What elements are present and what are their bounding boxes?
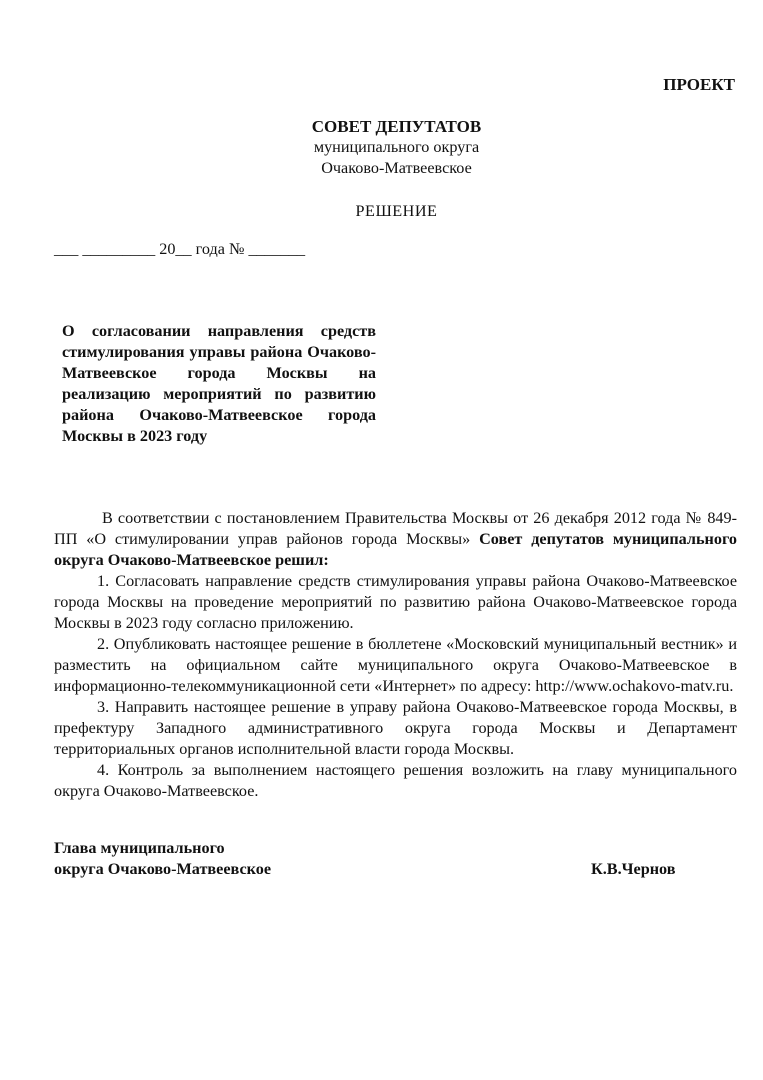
body-item-3: 3. Направить настоящее решение в управу района Очаково-Матвеевское города Москвы, в префектуру Западного административного округа города Москвы и Департамент территориальных органов исполнительной власти города Москвы. bbox=[54, 698, 737, 758]
signature-position bbox=[54, 838, 271, 880]
signature-position-line2: округа Очаково-Матвеевское bbox=[54, 860, 272, 878]
council-subtitle-line: муниципального округа bbox=[313, 138, 480, 156]
body-intro-text: В соответствии с постановлением Правительства Москвы от 26 декабря 2012 года № 849-ПП «О стимулировании управ районов города Москвы» bbox=[54, 509, 737, 548]
council-header bbox=[0, 116, 763, 179]
signatory-name: К.В.Чернов bbox=[591, 860, 676, 878]
signature-position-line1: Глава муниципального bbox=[54, 839, 225, 857]
body-intro bbox=[54, 508, 737, 571]
date-number-line: ___ _________ 20__ года № _______ bbox=[54, 240, 306, 258]
decision-body bbox=[54, 508, 737, 802]
body-item-4: 4. Контроль за выполнением настоящего решения возложить на главу муниципального округа Очаково-Матвеевское. bbox=[54, 761, 737, 800]
council-title: СОВЕТ ДЕПУТАТОВ bbox=[311, 117, 482, 136]
decision-subject: О согласовании направления средств стимулирования управы района Очаково-Матвеевское города Москвы на реализацию мероприятий по развитию района Очаково-Матвеевское города Москвы в 2023 году bbox=[62, 322, 376, 445]
decision-heading: РЕШЕНИЕ bbox=[355, 202, 438, 220]
project-mark: ПРОЕКТ bbox=[663, 75, 735, 94]
body-intro-resolution: Совет депутатов муниципального округа Очаково-Матвеевское решил: bbox=[54, 530, 737, 569]
body-item-2: 2. Опубликовать настоящее решение в бюллетене «Московский муниципальный вестник» и разместить на официальном сайте муниципального округа Очаково-Матвеевское в информационно-телекоммуникационной сети «Интернет» по адресу: http://www.ochakovo-matv.ru. bbox=[54, 635, 737, 695]
council-district-name: Очаково-Матвеевское bbox=[321, 159, 472, 177]
body-item-1: 1. Согласовать направление средств стимулирования управы района Очаково-Матвеевское города Москвы на проведение мероприятий по развитию района Очаково-Матвеевское города Москвы в 2023 году согласно приложению. bbox=[54, 572, 737, 632]
